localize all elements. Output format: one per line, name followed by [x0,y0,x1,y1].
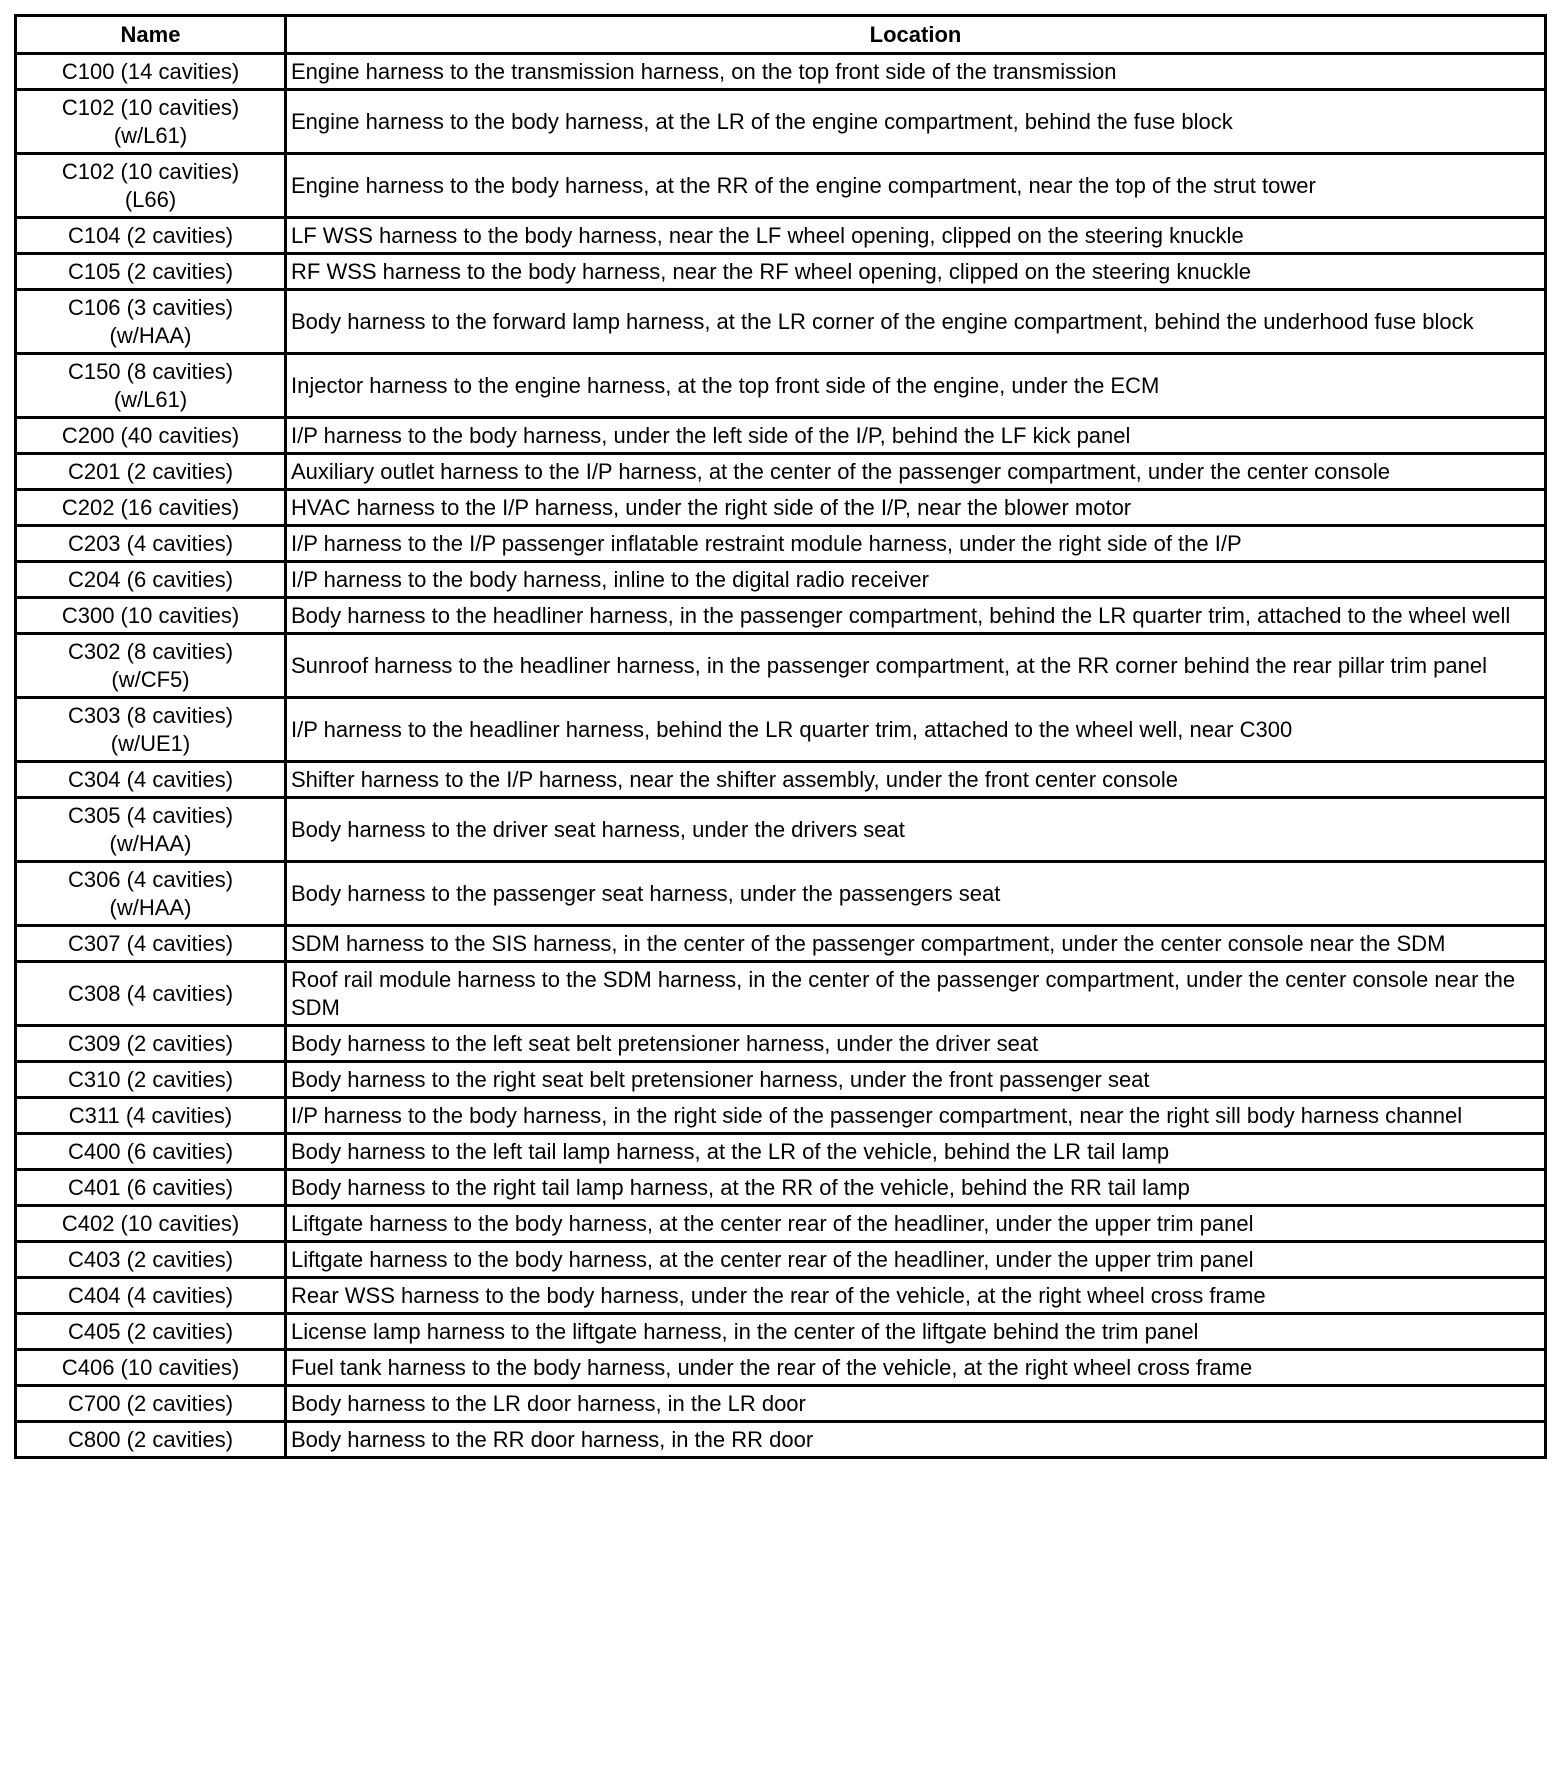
connector-name-cell: C311 (4 cavities) [16,1098,286,1134]
table-row [16,1170,1546,1206]
connector-name-cell: C308 (4 cavities) [16,962,286,1026]
connector-name-cell: C100 (14 cavities) [16,54,286,90]
table-row [16,1242,1546,1278]
connector-location-cell: Shifter harness to the I/P harness, near the shifter assembly, under the front center console [286,762,1546,798]
table-row [16,798,1546,862]
connector-location-cell: Body harness to the right seat belt pretensioner harness, under the front passenger seat [286,1062,1546,1098]
table-row [16,526,1546,562]
connector-location-cell: I/P harness to the headliner harness, behind the LR quarter trim, attached to the wheel well, near C300 [286,698,1546,762]
connector-location-cell: Body harness to the RR door harness, in the RR door [286,1422,1546,1458]
table-row [16,562,1546,598]
table-body [16,54,1546,1458]
table-row [16,1062,1546,1098]
table-row [16,962,1546,1026]
table-row [16,1098,1546,1134]
connector-name-cell: C302 (8 cavities) (w/CF5) [16,634,286,698]
connector-name-cell: C202 (16 cavities) [16,490,286,526]
table-header [16,16,1546,54]
connector-location-cell: Body harness to the left tail lamp harness, at the LR of the vehicle, behind the LR tail lamp [286,1134,1546,1170]
connector-location-cell: Body harness to the driver seat harness, under the drivers seat [286,798,1546,862]
connector-name-cell: C401 (6 cavities) [16,1170,286,1206]
connector-location-cell: Sunroof harness to the headliner harness, in the passenger compartment, at the RR corner behind the rear pillar trim panel [286,634,1546,698]
table-row [16,698,1546,762]
table-row [16,290,1546,354]
connector-location-cell: RF WSS harness to the body harness, near the RF wheel opening, clipped on the steering knuckle [286,254,1546,290]
connector-name-cell: C201 (2 cavities) [16,454,286,490]
column-header-name: Name [16,16,286,54]
table-row [16,1278,1546,1314]
connector-location-cell: Injector harness to the engine harness, at the top front side of the engine, under the ECM [286,354,1546,418]
connector-name-cell: C307 (4 cavities) [16,926,286,962]
connector-location-cell: I/P harness to the body harness, in the right side of the passenger compartment, near the right sill body harness channel [286,1098,1546,1134]
table-row [16,418,1546,454]
connector-name-cell: C300 (10 cavities) [16,598,286,634]
connector-location-cell: I/P harness to the I/P passenger inflatable restraint module harness, under the right side of the I/P [286,526,1546,562]
connector-location-cell: Liftgate harness to the body harness, at the center rear of the headliner, under the upper trim panel [286,1242,1546,1278]
connector-location-cell: Engine harness to the body harness, at the LR of the engine compartment, behind the fuse block [286,90,1546,154]
connector-name-cell: C310 (2 cavities) [16,1062,286,1098]
connector-location-cell: Body harness to the left seat belt pretensioner harness, under the driver seat [286,1026,1546,1062]
connector-name-cell: C700 (2 cavities) [16,1386,286,1422]
table-row [16,1386,1546,1422]
connector-name-cell: C106 (3 cavities) (w/HAA) [16,290,286,354]
connector-name-cell: C404 (4 cavities) [16,1278,286,1314]
connector-location-cell: Auxiliary outlet harness to the I/P harness, at the center of the passenger compartment, under the center console [286,454,1546,490]
connector-name-cell: C400 (6 cavities) [16,1134,286,1170]
table-row [16,1206,1546,1242]
table-row [16,254,1546,290]
table-row [16,154,1546,218]
connector-name-cell: C306 (4 cavities) (w/HAA) [16,862,286,926]
table-row [16,634,1546,698]
table-row [16,90,1546,154]
connector-location-cell: Rear WSS harness to the body harness, under the rear of the vehicle, at the right wheel cross frame [286,1278,1546,1314]
connector-location-cell: Body harness to the forward lamp harness, at the LR corner of the engine compartment, behind the underhood fuse block [286,290,1546,354]
table-row [16,926,1546,962]
connector-name-cell: C150 (8 cavities) (w/L61) [16,354,286,418]
table-row [16,862,1546,926]
connector-name-cell: C309 (2 cavities) [16,1026,286,1062]
connector-location-cell: Body harness to the passenger seat harness, under the passengers seat [286,862,1546,926]
table-row [16,54,1546,90]
connector-location-cell: Engine harness to the transmission harness, on the top front side of the transmission [286,54,1546,90]
connector-name-cell: C304 (4 cavities) [16,762,286,798]
connector-name-cell: C104 (2 cavities) [16,218,286,254]
connector-location-cell: Body harness to the LR door harness, in the LR door [286,1386,1546,1422]
connector-name-cell: C305 (4 cavities) (w/HAA) [16,798,286,862]
table-row [16,1422,1546,1458]
connector-location-cell: Body harness to the right tail lamp harness, at the RR of the vehicle, behind the RR tail lamp [286,1170,1546,1206]
table-row [16,490,1546,526]
connector-name-cell: C102 (10 cavities) (L66) [16,154,286,218]
connector-location-cell: I/P harness to the body harness, under the left side of the I/P, behind the LF kick panel [286,418,1546,454]
connector-name-cell: C204 (6 cavities) [16,562,286,598]
connector-name-cell: C200 (40 cavities) [16,418,286,454]
column-header-location: Location [286,16,1546,54]
table-row [16,1134,1546,1170]
connector-name-cell: C203 (4 cavities) [16,526,286,562]
connector-location-cell: Engine harness to the body harness, at the RR of the engine compartment, near the top of the strut tower [286,154,1546,218]
connector-name-cell: C403 (2 cavities) [16,1242,286,1278]
connector-name-cell: C405 (2 cavities) [16,1314,286,1350]
connector-name-cell: C402 (10 cavities) [16,1206,286,1242]
connector-location-cell: Liftgate harness to the body harness, at the center rear of the headliner, under the upper trim panel [286,1206,1546,1242]
header-row [16,16,1546,54]
table-row [16,454,1546,490]
table-row [16,354,1546,418]
table-row [16,218,1546,254]
connector-location-table [14,14,1547,1459]
connector-location-cell: License lamp harness to the liftgate harness, in the center of the liftgate behind the trim panel [286,1314,1546,1350]
connector-name-cell: C800 (2 cavities) [16,1422,286,1458]
table-row [16,1026,1546,1062]
connector-location-cell: SDM harness to the SIS harness, in the center of the passenger compartment, under the center console near the SDM [286,926,1546,962]
connector-location-cell: Body harness to the headliner harness, in the passenger compartment, behind the LR quarter trim, attached to the wheel well [286,598,1546,634]
table-row [16,762,1546,798]
connector-location-cell: I/P harness to the body harness, inline to the digital radio receiver [286,562,1546,598]
connector-location-cell: Roof rail module harness to the SDM harness, in the center of the passenger compartment, under the center console near the SDM [286,962,1546,1026]
connector-location-cell: LF WSS harness to the body harness, near the LF wheel opening, clipped on the steering knuckle [286,218,1546,254]
connector-name-cell: C102 (10 cavities) (w/L61) [16,90,286,154]
connector-name-cell: C303 (8 cavities) (w/UE1) [16,698,286,762]
connector-location-cell: Fuel tank harness to the body harness, under the rear of the vehicle, at the right wheel cross frame [286,1350,1546,1386]
table-row [16,1350,1546,1386]
table-row [16,1314,1546,1350]
table-row [16,598,1546,634]
connector-location-cell: HVAC harness to the I/P harness, under the right side of the I/P, near the blower motor [286,490,1546,526]
connector-name-cell: C105 (2 cavities) [16,254,286,290]
connector-name-cell: C406 (10 cavities) [16,1350,286,1386]
